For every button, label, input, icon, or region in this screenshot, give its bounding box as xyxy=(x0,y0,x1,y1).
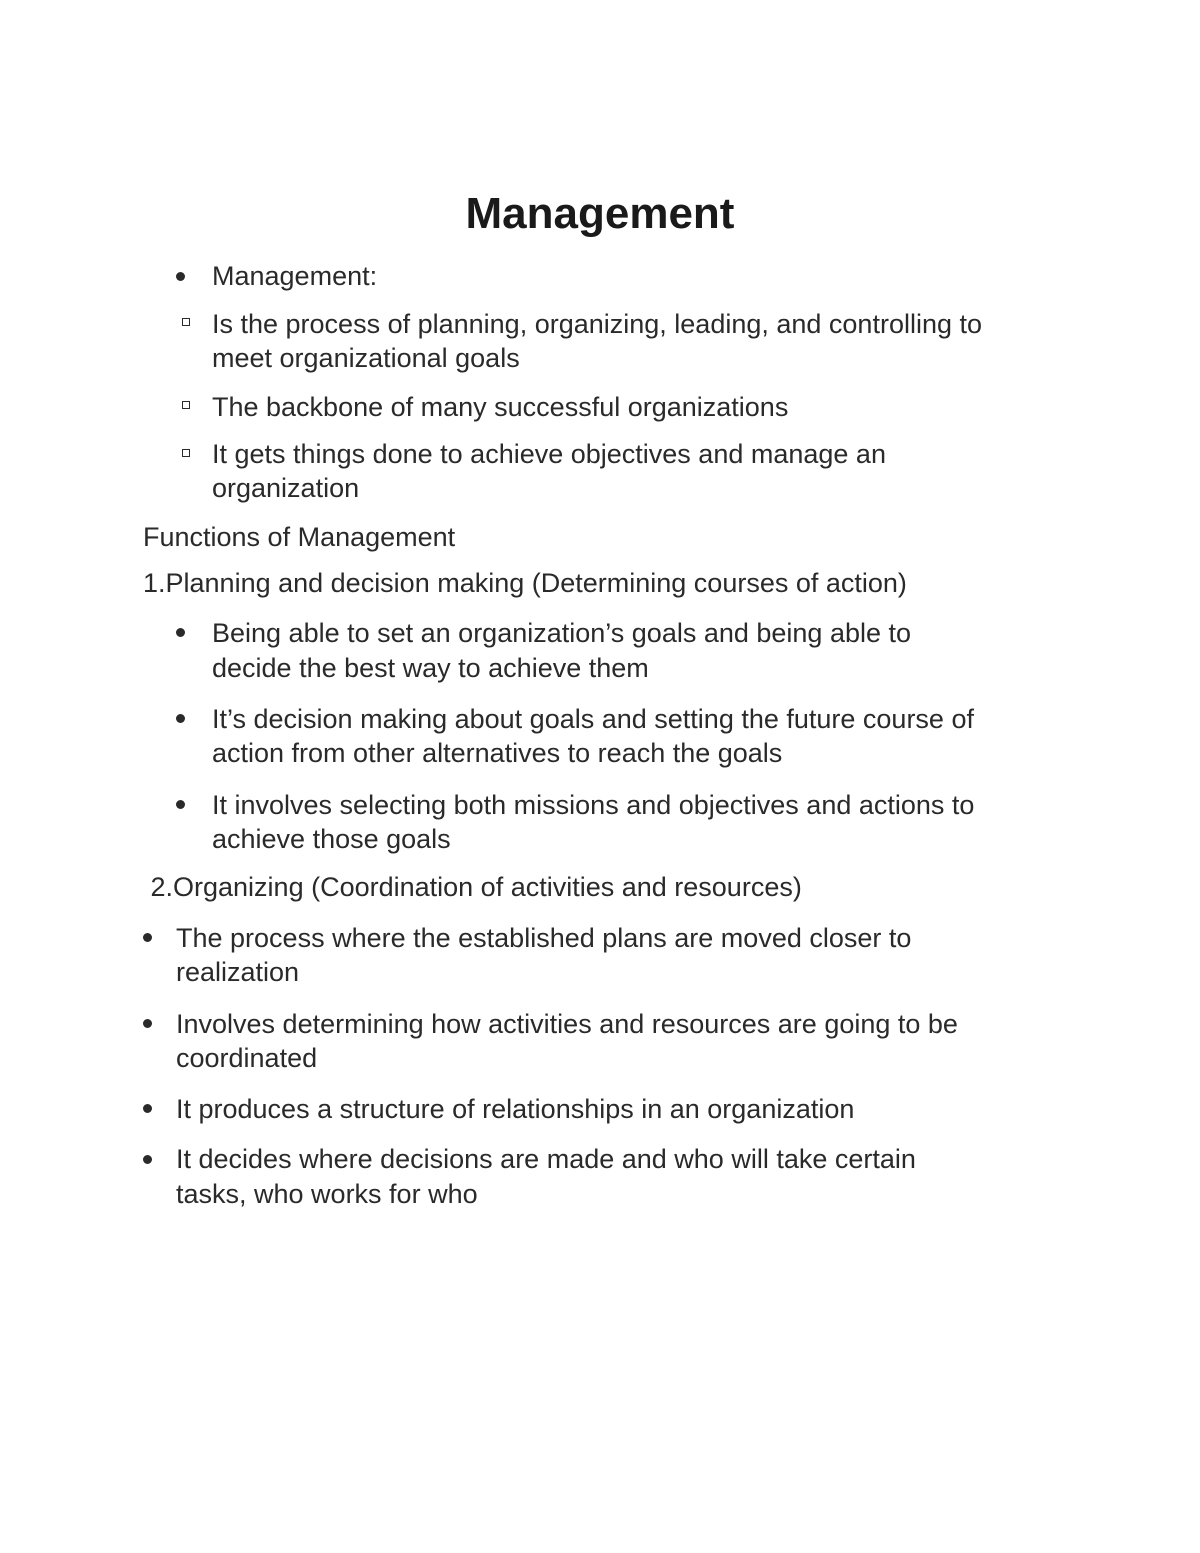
square-bullet-icon xyxy=(182,318,190,326)
organizing-point-3-line-1: It produces a structure of relationships in an organization xyxy=(176,1094,855,1124)
bullet-dot-icon xyxy=(176,800,185,809)
planning-point-1-line-2: decide the best way to achieve them xyxy=(212,653,649,683)
organizing-point-1-line-1: The process where the established plans are moved closer to xyxy=(176,923,912,953)
organizing-point-4-line-1: It decides where decisions are made and who will take certain xyxy=(176,1144,916,1174)
organizing-point-1-line-2: realization xyxy=(176,957,300,987)
bullet-dot-icon xyxy=(176,272,185,281)
intro-point-1-line-1: Is the process of planning, organizing, leading, and controlling to xyxy=(212,309,983,339)
organizing-heading: 2.Organizing (Coordination of activities and resources) xyxy=(143,872,802,902)
organizing-point-2-line-1: Involves determining how activities and resources are going to be xyxy=(176,1009,958,1039)
organizing-point-4-line-2: tasks, who works for who xyxy=(176,1179,478,1209)
bullet-dot-icon xyxy=(143,933,152,942)
planning-point-1-line-1: Being able to set an organization’s goals and being able to xyxy=(212,618,912,648)
functions-heading: Functions of Management xyxy=(143,522,456,552)
intro-label: Management: xyxy=(212,261,378,291)
bullet-dot-icon xyxy=(143,1104,152,1113)
planning-point-2-line-2: action from other alternatives to reach the goals xyxy=(212,738,783,768)
square-bullet-icon xyxy=(182,401,190,409)
bullet-dot-icon xyxy=(143,1155,152,1164)
bullet-dot-icon xyxy=(143,1019,152,1028)
organizing-point-2-line-2: coordinated xyxy=(176,1043,318,1073)
square-bullet-icon xyxy=(182,449,190,457)
intro-point-3-line-1: It gets things done to achieve objectives and manage an xyxy=(212,439,886,469)
bullet-dot-icon xyxy=(176,714,185,723)
intro-point-1-line-2: meet organizational goals xyxy=(212,343,520,373)
planning-heading: 1.Planning and decision making (Determining courses of action) xyxy=(143,568,907,598)
planning-point-3-line-1: It involves selecting both missions and objectives and actions to xyxy=(212,790,975,820)
planning-point-2-line-1: It’s decision making about goals and setting the future course of xyxy=(212,704,974,734)
intro-point-3-line-2: organization xyxy=(212,473,360,503)
bullet-dot-icon xyxy=(176,628,185,637)
intro-point-2-line-1: The backbone of many successful organizations xyxy=(212,392,789,422)
page-title: Management xyxy=(465,189,735,238)
planning-point-3-line-2: achieve those goals xyxy=(212,824,451,854)
